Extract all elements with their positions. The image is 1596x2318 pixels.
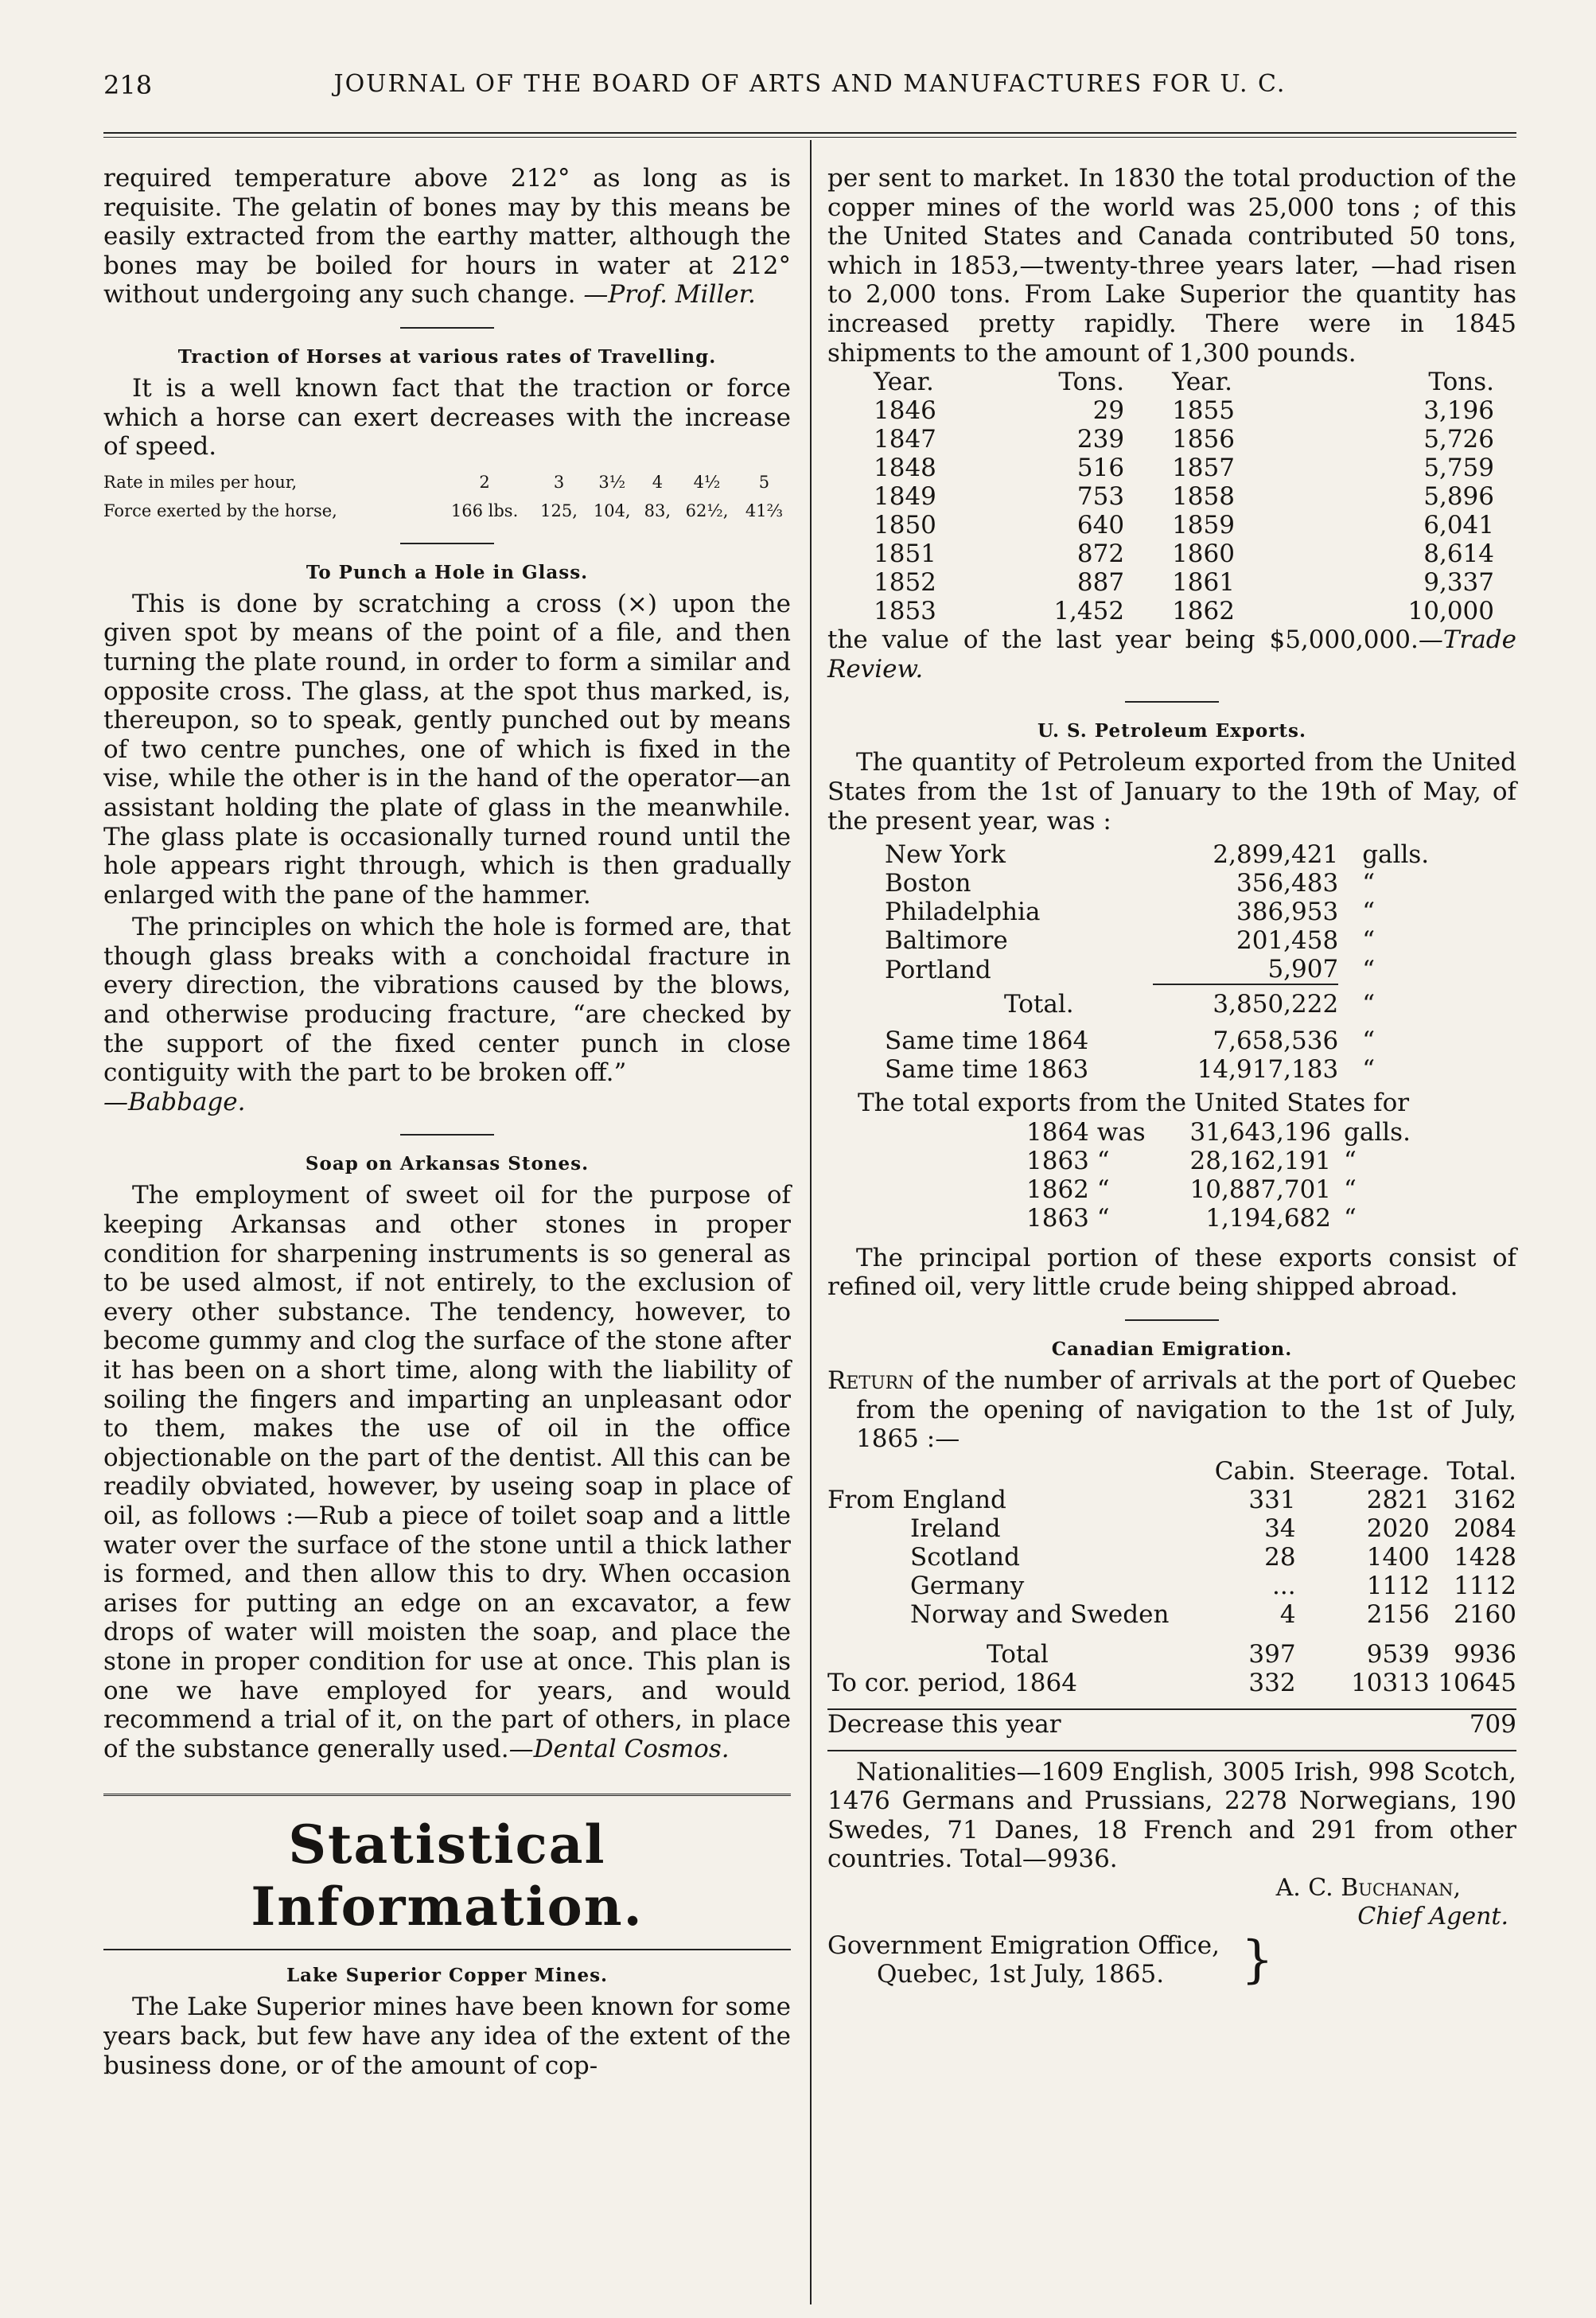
table-row [874,425,1494,454]
table-row [874,568,1494,597]
quantity-cell: 31,643,196 [1189,1117,1332,1147]
tons-cell: 29 [1092,396,1125,426]
origin-cell: From England [827,1485,1006,1514]
nationalities-paragraph: Nationalities—1609 English, 3005 Irish, 998 Scotch, 1476 Germans and Prussians, 2278 Norwegians, 190 Swedes, 71 Danes, 18 French and 291 from other countries. Total—9936. [827,1750,1516,1874]
divider [400,543,494,544]
unit-cell: “ [1362,926,1376,956]
port-cell: Portland [885,955,991,984]
table-cell: 3 [553,472,565,492]
copper-paragraph: The Lake Superior mines have been known for some years back, but few have any idea of the extent of the business done, or of the amount of cop- [103,1993,791,2080]
section-title: Statistical Information. [251,1813,644,1938]
soap-paragraph: The employment of sweet oil for the purpose of keeping Arkansas and other stones in proper condition for sharpening instruments is so general as to be used almost, if not entirely, to the exclusion of every other substance. The tendency, however, to become gummy and clog the surface of the stone after it has been on a short time, along with the liability of soiling the fingers and imparting an unpleasant odor to them, makes the use of oil in the office objectionable on the part of the dentist. All this can be readily obviated, however, by useing soap in place of oil, as follows :—Rub a piece of toilet soap and a little water over the surface of the stone until a thick lather is formed, and then allow this to dry. When occasion arises for putting an edge on an excavator, a few drops of water will moisten the soap, and place the stone in proper condition for use at once. This plan is one we have employed for years, and would recommend a trial of it, on the part of others, in place of the substance generally used.—Dental Cosmos. [103,1181,791,1763]
col-header: Year. [874,368,934,397]
emigration-table [827,1457,1516,1739]
column-divider [810,140,812,2304]
table-row [827,1640,1516,1669]
quantity-cell: 1,194,682 [1205,1203,1332,1233]
quantity-cell: 201,458 [1236,926,1339,956]
table-cell: 331 [1248,1485,1296,1514]
origin-cell: Scotland [910,1542,1020,1572]
table-cell: 10313 [1351,1668,1430,1697]
port-cell: Baltimore [885,926,1008,956]
table-cell: 397 [1248,1639,1296,1669]
sum-rule-row [827,1697,1516,1709]
intro-paragraph: required temperature above 212° as long as is requisite. The gelatin of bones may by this means be easily extracted from the earthy matter, although the bones may be boiled for hours in water at 212° without undergoing any such change. —Prof. Miller. [103,164,791,310]
table-cell: 1112 [1366,1571,1430,1600]
force-label: Force exerted by the horse, [103,501,337,520]
port-cell: Philadelphia [885,898,1041,927]
copper-close-attribution: —Trade Review. [827,625,1516,684]
table-row [1026,1204,1424,1233]
traction-text: It is a well known fact that the traction or force which a horse can exert decreases with the increase of speed. [103,373,791,462]
place-date: Quebec, 1st July, 1865. [877,1960,1165,1989]
unit-cell: galls. [1362,840,1430,870]
table-cell: 83, [644,501,671,520]
table-cell: 3162 [1454,1485,1516,1514]
year-cell: 1846 [874,396,936,426]
tons-cell: 872 [1076,540,1125,569]
table-row [827,1572,1516,1600]
table-row [103,468,791,497]
table-row [885,840,1458,869]
table-cell: 9936 [1454,1639,1516,1669]
table-row [885,990,1458,1019]
quantity-cell: 2,899,421 [1213,840,1339,870]
table-row [874,540,1494,568]
table-row [885,898,1458,926]
soap-attribution: —Dental Cosmos. [508,1734,730,1763]
previous-label: To cor. period, 1864 [827,1668,1077,1697]
punch-attribution: —Babbage. [103,1087,246,1116]
table-cell: 166 lbs. [450,501,519,520]
soap-heading: Soap on Arkansas Stones. [305,1153,590,1175]
traction-heading: Traction of Horses at various rates of Travelling. [177,345,717,368]
petroleum-text: The quantity of Petroleum exported from the United States from the 1st of January to the 19th of May, of the present year, was : [827,748,1516,836]
unit-cell: “ [1344,1175,1357,1204]
year-cell: 1859 [1172,511,1235,540]
year-cell: 1856 [1172,425,1235,454]
traction-table [103,468,791,525]
sum-rule-row [885,984,1458,990]
divider [400,1134,494,1136]
office-name: Government Emigration Office, [827,1931,1220,1961]
table-row [885,955,1458,984]
quantity-cell: 28,162,191 [1189,1146,1332,1175]
table-cell: 3½ [598,472,626,492]
petroleum-table [885,840,1458,1084]
table-row [827,1669,1516,1697]
table-row [874,396,1494,425]
table-row [827,1543,1516,1572]
table-cell: 62½, [685,501,729,520]
unit-cell: “ [1362,1055,1376,1085]
table-cell: 125, [540,501,578,520]
origin-cell: Germany [910,1571,1025,1600]
sum-rule-row [827,1629,1516,1640]
year-cell: 1850 [874,511,936,540]
table-row [1026,1175,1424,1204]
petroleum-heading: U. S. Petroleum Exports. [1037,720,1306,742]
tons-cell: 5,896 [1423,482,1494,512]
signer [827,1874,1461,1903]
col-header: Total. [1446,1456,1516,1486]
unit-cell: “ [1344,1146,1357,1175]
quantity-cell: 356,483 [1236,869,1339,898]
port-cell: New York [885,840,1006,870]
section-rule [103,1794,791,1798]
table-cell: 2160 [1454,1599,1516,1629]
decrease-label: Decrease this year [827,1709,1061,1739]
table-row [103,497,791,525]
table-row [885,1027,1458,1055]
signer-name: A. C. Buchanan, [1275,1874,1461,1903]
table-row [827,1514,1516,1543]
exports-line: The total exports from the United States for [858,1089,1410,1118]
table-row [827,1709,1516,1739]
copper-heading: Lake Superior Copper Mines. [286,1965,609,1987]
year-cell: 1862 [1172,597,1235,626]
col-header: Cabin. [1214,1456,1296,1486]
table-row [1026,1147,1424,1175]
year-cell: 1863 “ [1026,1146,1110,1175]
tons-cell: 1,452 [1053,597,1125,626]
tons-cell: 8,614 [1423,540,1494,569]
total-value: 3,850,222 [1213,990,1339,1019]
table-row [885,926,1458,955]
table-cell: 2821 [1366,1485,1430,1514]
year-cell: 1857 [1172,454,1235,483]
table-cell: 10645 [1438,1668,1516,1697]
total-unit: “ [1362,990,1376,1019]
unit-cell: “ [1362,1027,1376,1056]
divider [1125,1319,1219,1321]
copper-continued: per sent to market. In 1830 the total production of the copper mines of the world was 25,000 tons ; of this the United States and Canada contributed 50 tons, which in 1853,—twenty-three years later, —had risen to 2,000 tons. From Lake Superior the quantity has increased pretty rapidly. There were in 1845 shipments to the amount of 1,300 pounds. [827,164,1516,368]
table-cell: 4½ [693,472,721,492]
table-cell: 2020 [1366,1514,1430,1543]
rate-label: Rate in miles per hour, [103,472,298,492]
copper-close: the value of the last year being $5,000,000.—Trade Review. [827,625,1516,684]
table-row [1026,1118,1424,1147]
unit-cell: “ [1362,955,1376,984]
table-cell: 4 [1279,1599,1296,1629]
brace-glyph: } [1241,1930,1274,1990]
office-block [827,1931,1516,1989]
table-cell: 332 [1248,1668,1296,1697]
origin-cell: Norway and Sweden [910,1599,1170,1629]
col-header: Tons. [1428,368,1494,397]
origin-cell: Ireland [910,1514,1001,1543]
quantity-cell: 7,658,536 [1213,1027,1339,1056]
col-header: Tons. [1058,368,1125,397]
table-cell: 5 [758,472,770,492]
decrease-value: 709 [1469,1709,1516,1739]
year-cell: 1849 [874,482,936,512]
year-cell: 1862 “ [1026,1175,1110,1204]
table-cell: 1112 [1454,1571,1516,1600]
return-paragraph: Return of the number of arrivals at the port of Quebec from the opening of navigation to the 1st of July, 1865 :— [827,1365,1516,1454]
year-cell: 1863 “ [1026,1203,1110,1233]
year-cell: 1858 [1172,482,1235,512]
petroleum-closing: The principal portion of these exports consist of refined oil, very little crude being shipped abroad. [827,1243,1516,1302]
right-column [827,164,1516,1989]
tons-cell: 5,726 [1423,425,1494,454]
year-cell: 1852 [874,568,936,598]
left-column [103,164,791,2080]
year-cell: 1853 [874,597,936,626]
section-rule [103,1949,791,1950]
unit-cell: galls. [1344,1117,1411,1147]
punch-paragraph-2: The principles on which the hole is formed are, that though glass breaks with a conchoidal fracture in every direction, the vibrations caused by the blows, and otherwise producing fracture, “are checked by the support of the fixed center punch in close contiguity with the part to be broken off.” [103,913,791,1088]
return-word: Return [827,1365,914,1395]
page-header [103,70,1516,105]
period-cell: Same time 1863 [885,1055,1089,1085]
running-title: JOURNAL OF THE BOARD OF ARTS AND MANUFACTURES FOR U. C. [333,70,1287,98]
divider [1125,701,1219,703]
quantity-cell: 10,887,701 [1189,1175,1332,1204]
table-row [827,1600,1516,1629]
quantity-cell: 5,907 [1267,955,1339,984]
year-cell: 1847 [874,425,936,454]
page-number: 218 [103,70,153,100]
col-header: Steerage. [1308,1456,1430,1486]
tons-cell: 3,196 [1423,396,1494,426]
tons-cell: 753 [1076,482,1125,512]
port-cell: Boston [885,869,971,898]
period-cell: Same time 1864 [885,1027,1089,1056]
table-cell: 1428 [1454,1542,1516,1572]
table-row [874,482,1494,511]
table-cell: 9539 [1366,1639,1430,1669]
table-cell: 104, [593,501,631,520]
year-cell: 1855 [1172,396,1235,426]
table-row [885,869,1458,898]
quantity-cell: 14,917,183 [1197,1055,1339,1085]
tons-cell: 5,759 [1423,454,1494,483]
quantity-cell: 386,953 [1236,898,1339,927]
intro-attribution: —Prof. Miller. [583,280,756,310]
table-row [874,511,1494,540]
tons-cell: 239 [1076,425,1125,454]
table-cell: ... [1272,1571,1296,1600]
tons-cell: 640 [1076,511,1125,540]
table-cell: 4 [652,472,664,492]
table-cell: 2 [479,472,490,492]
table-row [827,1486,1516,1514]
total-label: Total. [1004,990,1074,1019]
col-header: Year. [1172,368,1232,397]
tons-cell: 6,041 [1423,511,1494,540]
table-header-row [827,1457,1516,1486]
table-cell: 2156 [1366,1599,1430,1629]
emigration-heading: Canadian Emigration. [1051,1338,1293,1360]
table-cell: 2084 [1454,1514,1516,1543]
unit-cell: “ [1362,869,1376,898]
table-cell: 34 [1264,1514,1296,1543]
tons-cell: 10,000 [1407,597,1494,626]
table-header-row [874,368,1494,396]
signer-title: Chief Agent. [1357,1903,1508,1931]
punch-paragraph-1: This is done by scratching a cross (×) upon the given spot by means of the point of a file, and then turning the plate round, in order to form a similar and opposite cross. The glass, at the spot thus marked, is, thereupon, so to speak, gently punched out by means of two centre punches, one of which is fixed in the vise, while the other is in the hand of the operator—an assistant holding the plate of glass in the meanwhile. The glass plate is occasionally turned round until the hole appears right through, which is then gradually enlarged with the pane of the hammer. [103,589,791,910]
tons-cell: 516 [1076,454,1125,483]
divider [400,327,494,329]
copper-table [874,368,1494,625]
exports-table [1026,1118,1424,1233]
total-label: Total [987,1639,1049,1669]
header-rule [103,132,1516,138]
year-cell: 1860 [1172,540,1235,569]
unit-cell: “ [1344,1203,1357,1233]
table-row [874,597,1494,625]
punch-heading: To Punch a Hole in Glass. [306,561,589,583]
table-row [874,454,1494,482]
unit-cell: “ [1362,898,1376,927]
year-cell: 1848 [874,454,936,483]
year-cell: 1864 was [1026,1117,1146,1147]
table-row [885,1055,1458,1084]
table-cell: 41⅔ [745,501,783,520]
table-cell: 1400 [1366,1542,1430,1572]
table-cell: 28 [1264,1542,1296,1572]
year-cell: 1861 [1172,568,1235,598]
sum-rule-row [885,1019,1458,1027]
tons-cell: 9,337 [1423,568,1494,598]
year-cell: 1851 [874,540,936,569]
tons-cell: 887 [1076,568,1125,598]
